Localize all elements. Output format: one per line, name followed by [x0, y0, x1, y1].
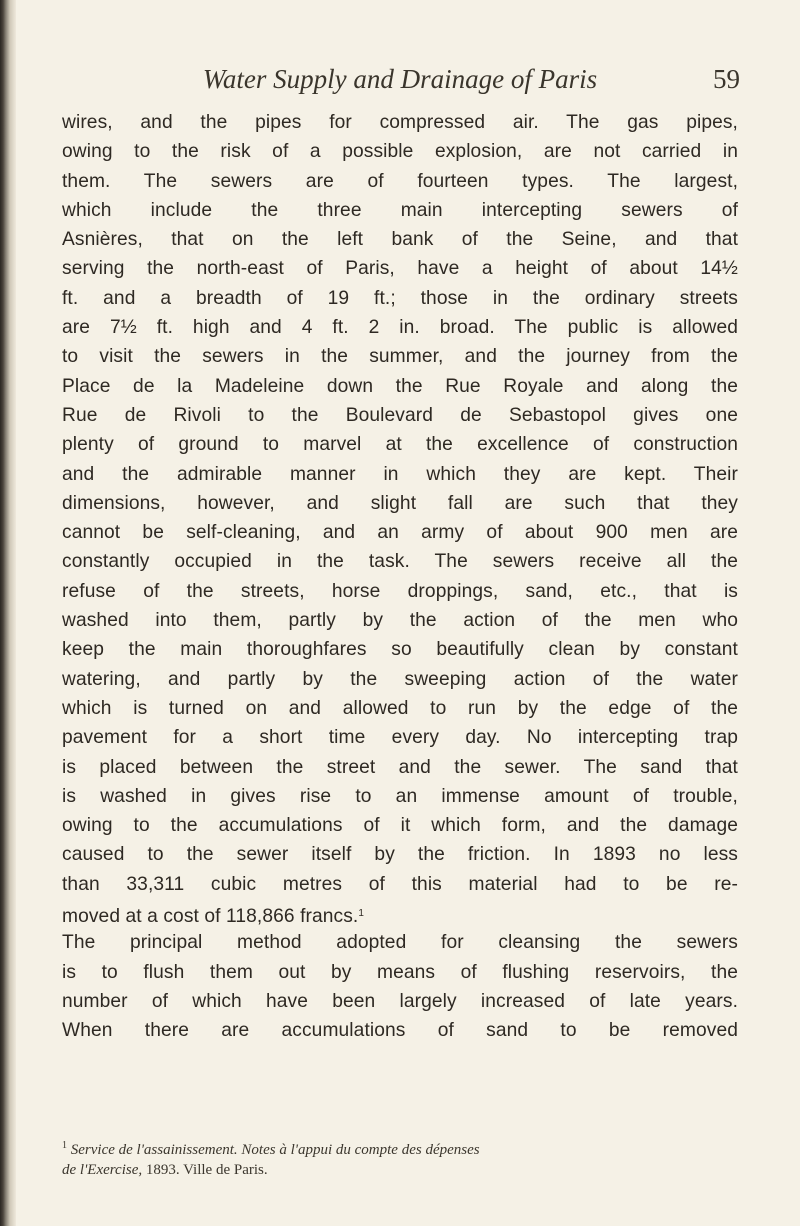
text-line: refuse of the streets, horse droppings, sand, etc., that is	[62, 580, 738, 602]
footnote	[62, 1136, 738, 1180]
footnote-line	[62, 1160, 738, 1180]
text-line: Rue de Rivoli to the Boulevard de Sebastopol gives one	[62, 404, 738, 426]
text-line: plenty of ground to marvel at the excellence of construction	[62, 434, 738, 456]
footnote-details: 1893. Ville de Paris.	[145, 1162, 268, 1178]
text-line: is placed between the street and the sewer. The sand that	[62, 756, 738, 778]
text-line: which include the three main intercepting sewers of	[62, 199, 738, 221]
text-line: is to flush them out by means of flushing reservoirs, the	[62, 961, 738, 983]
book-gutter	[0, 0, 16, 1226]
text-line: owing to the accumulations of it which form, and the damage	[62, 815, 738, 837]
page-header	[60, 64, 740, 104]
text-line: wires, and the pipes for compressed air. The gas pipes,	[62, 112, 738, 133]
text-line: The principal method adopted for cleansing the sewers	[62, 932, 738, 954]
footnote-title-cont: de l'Exercise,	[62, 1162, 143, 1178]
text-line: pavement for a short time every day. No intercepting trap	[62, 727, 738, 749]
text-line: dimensions, however, and slight fall are such that they	[62, 492, 738, 514]
text-line: caused to the sewer itself by the friction. In 1893 no less	[62, 844, 738, 866]
footnote-marker: 1	[62, 1140, 67, 1151]
text-line-with-footnote-ref	[62, 899, 738, 928]
text-line: Place de la Madeleine down the Rue Royale and along the	[62, 375, 738, 397]
text-line: serving the north-east of Paris, have a height of about 14½	[62, 258, 738, 280]
text-line: ft. and a breadth of 19 ft.; those in the ordinary streets	[62, 287, 738, 309]
footnote-title: Service de l'assainissement. Notes à l'appui du compte des dépenses	[70, 1142, 480, 1158]
text-line: watering, and partly by the sweeping action of the water	[62, 668, 738, 690]
text-line: which is turned on and allowed to run by the edge of the	[62, 697, 738, 719]
text-line: and the admirable manner in which they are kept. Their	[62, 463, 738, 485]
text-line: Asnières, that on the left bank of the Seine, and that	[62, 229, 738, 251]
text-line: them. The sewers are of fourteen types. The largest,	[62, 170, 738, 192]
text-line: owing to the risk of a possible explosion, are not carried in	[62, 141, 738, 163]
text-line: constantly occupied in the task. The sewers receive all the	[62, 551, 738, 573]
text-line: to visit the sewers in the summer, and the journey from the	[62, 346, 738, 368]
text-line: When there are accumulations of sand to be removed	[62, 1020, 738, 1042]
text-line: number of which have been largely increased of late years.	[62, 990, 738, 1012]
footnote-reference: 1	[358, 908, 365, 920]
running-title: Water Supply and Drainage of Paris	[202, 64, 598, 94]
text-line: are 7½ ft. high and 4 ft. 2 in. broad. The public is allowed	[62, 317, 738, 339]
page-number: 59	[713, 64, 740, 94]
body-text	[62, 108, 738, 1046]
text-line: than 33,311 cubic metres of this material had to be re-	[62, 873, 738, 895]
text-line: keep the main thoroughfares so beautifully clean by constant	[62, 639, 738, 661]
text-line: is washed in gives rise to an immense amount of trouble,	[62, 785, 738, 807]
text-line: cannot be self-cleaning, and an army of about 900 men are	[62, 522, 738, 544]
text-line-content: moved at a cost of 118,866 francs.	[62, 906, 359, 928]
text-line: washed into them, partly by the action of the men who	[62, 610, 738, 632]
footnote-line	[62, 1136, 738, 1160]
